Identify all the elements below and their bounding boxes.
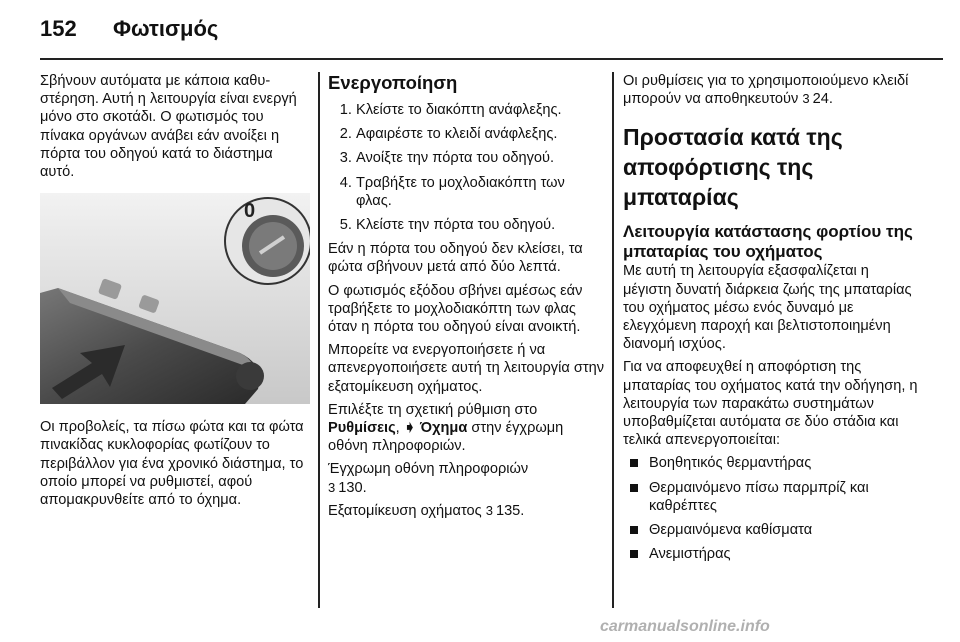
page-ref[interactable]: 135. [495, 502, 525, 519]
separator-text: , [395, 420, 404, 437]
page-ref-icon: 3 [328, 479, 336, 495]
column-1 [40, 72, 310, 514]
col2-paragraph-6 [328, 502, 604, 520]
systems-list [623, 454, 919, 563]
col3-paragraph-3: Για να αποφευχθεί η αποφόρτιση της μπαταρίας του οχήματος κατά την οδήγηση, η λειτουργία των παρακάτω συστημάτων υποβαθμίζεται αυτόματα σε δύο στάδια και τελικά απενεργοποιείται: [623, 359, 918, 449]
watermark: carmanualsonline.info [600, 618, 770, 635]
column-2 [328, 72, 604, 525]
list-item: 4. Τραβήξτε το μοχλοδιακόπτη των φλας. [356, 174, 604, 210]
header-rule [40, 58, 943, 60]
column-3 [623, 72, 919, 569]
settings-text-end: στην έγχρωμη οθόνη πληροφοριών. [328, 420, 564, 455]
list-item: Θερμαινόμενο πίσω παρμπρίζ και καθρέπτες [649, 479, 919, 515]
list-item: Ανεμιστήρας [649, 545, 919, 563]
battery-load-heading: Λειτουργία κατάστασης φορτίου της μπαταρίας του οχήματος [623, 222, 913, 262]
key-settings-text: Οι ρυθμίσεις για το χρησιμοποιούμενο κλειδί μπορούν να αποθηκευτούν [623, 73, 909, 108]
battery-protection-heading: Προστασία κατά της αποφόρτισης της μπαταρίας [623, 124, 843, 211]
page-ref[interactable]: 24. [812, 91, 833, 108]
page-ref-icon: 3 [485, 502, 493, 518]
col1-paragraph-1: Σβήνουν αυτόματα με κάποια καθυστέρηση. Αυτή η λειτουργία είναι ενεργή μόνο στο σκοτάδι. Ο φωτισμός του πίνακα οργάνων ανάβει εάν ανοίξει η πόρτα του οδηγού κατά το διάστημα αυτό. [40, 73, 297, 181]
list-item: 3. Ανοίξτε την πόρτα του οδηγού. [356, 149, 604, 167]
activation-heading: Ενεργοποίηση [328, 72, 458, 93]
page-number: 152 [40, 16, 77, 41]
ref-title: Εξατομίκευση οχήματος [328, 502, 482, 519]
list-item: 1. Κλείστε το διακόπτη ανάφλεξης. [356, 101, 604, 119]
list-item: Θερμαινόμενα καθίσματα [649, 521, 919, 539]
col2-paragraph-2: Ο φωτισμός εξόδου σβήνει αμέσως εάν τραβήξετε το μοχλοδιακόπτη των φλας όταν η πόρτα του οδηγού είναι ανοικτή. [328, 282, 583, 336]
col2-paragraph-5 [328, 460, 604, 496]
list-item: 2. Αφαιρέστε το κλειδί ανάφλεξης. [356, 125, 604, 143]
col1-paragraph-2: Οι προβολείς, τα πίσω φώτα και τα φώτα πινακίδας κυκλοφορίας φωτίζουν το περιβάλλον για ένα χρονικό διάστημα, το οποίο μπορεί να ρυθμιστεί, αφού απομακρυνθείτε από το όχημα. [40, 419, 304, 509]
page-ref[interactable]: 130. [338, 479, 367, 496]
svg-text:0: 0 [244, 200, 256, 223]
page-header [0, 0, 960, 58]
list-item: 5. Κλείστε την πόρτα του οδηγού. [356, 216, 604, 234]
settings-menu-label: Ρυθμίσεις [328, 420, 396, 437]
menu-arrow-icon: ➧ [403, 420, 416, 437]
activation-steps [328, 101, 604, 234]
column-divider-1 [318, 72, 320, 608]
page-title: Φωτισμός [113, 16, 219, 41]
ref-title: Έγχρωμη οθόνη πληροφοριών [328, 461, 529, 478]
col2-paragraph-3: Μπορείτε να ενεργοποιήσετε ή να απενεργοποιήσετε αυτή τη λειτουργία στην εξατομίκευση οχήματος. [328, 342, 605, 395]
light-stalk-illustration-icon [40, 193, 310, 404]
col3-paragraph-1 [623, 72, 919, 108]
col2-paragraph-1: Εάν η πόρτα του οδηγού δεν κλείσει, τα φώτα σβήνουν μετά από δύο λεπτά. [328, 241, 583, 276]
page-ref-icon: 3 [802, 91, 810, 107]
col2-paragraph-4 [328, 401, 604, 456]
list-item: Βοηθητικός θερμαντήρας [649, 454, 919, 472]
settings-text: Επιλέξτε τη σχετική ρύθμιση στο [328, 401, 538, 418]
column-divider-2 [612, 72, 614, 608]
vehicle-menu-label: Όχημα [416, 420, 468, 437]
col3-paragraph-2: Με αυτή τη λειτουργία εξασφαλίζεται η μέγιστη δυνατή διάρκεια ζωής της μπαταρίας του οχήματος μέσω ενός δυναμό με ελεγχόμενη παροχή και βελτιστοποιημένη διανομή ισχύος. [623, 263, 912, 353]
